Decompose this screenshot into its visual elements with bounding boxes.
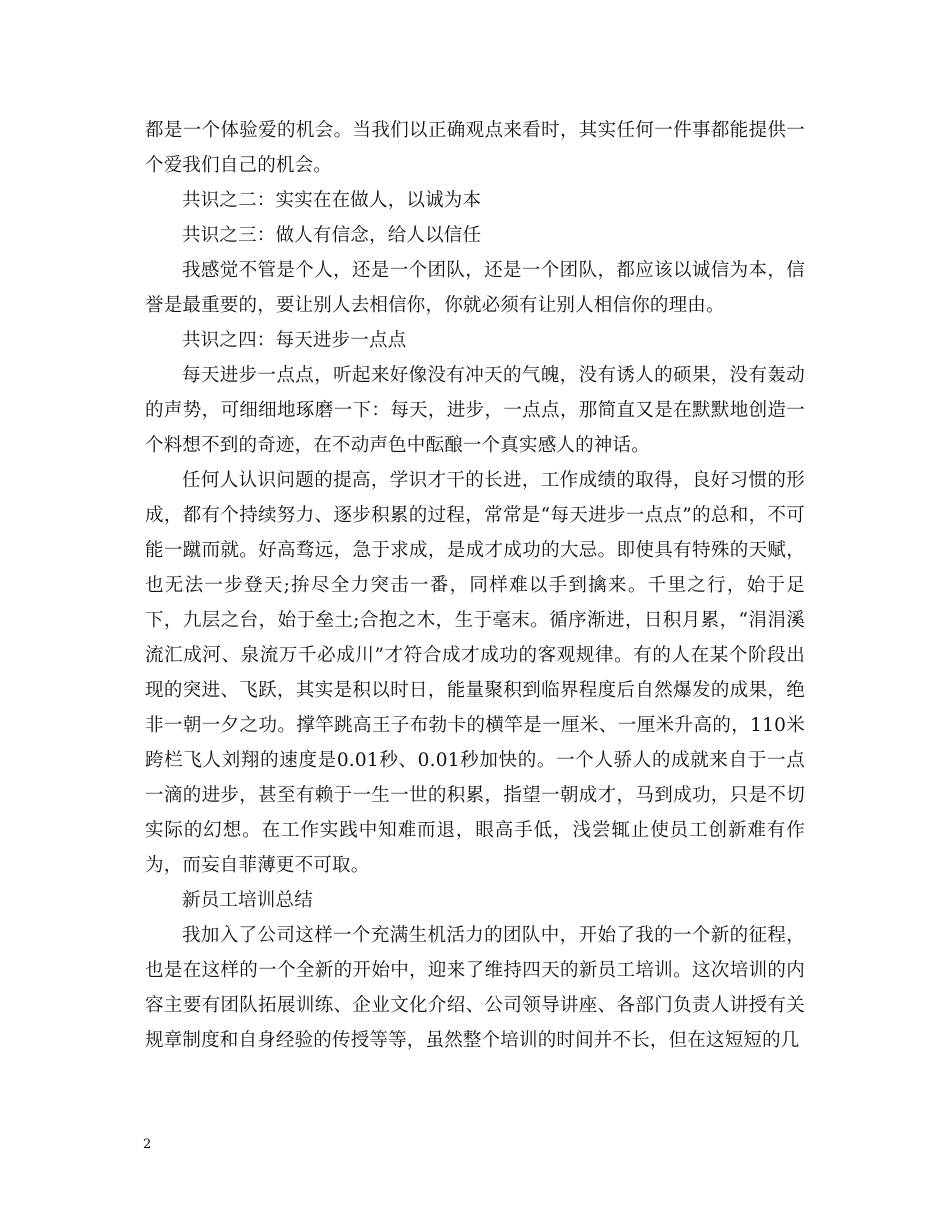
heading-consensus-two: 共识之二：实实在在做人，以诚为本 (182, 190, 482, 211)
paragraph-continuation: 都是一个体验爱的机会。当我们以正确观点来看时，其实任何一件事都能提供一个爱我们自己的机会。 (145, 120, 805, 176)
paragraph-daily-progress: 每天进步一点点，听起来好像没有冲天的气魄，没有诱人的硕果，没有轰动的声势，可细细地琢磨一下：每天，进步，一点点，那简直又是在默默地创造一个料想不到的奇迹，在不动声色中酝酿一个真实感人的神话。 (145, 365, 805, 456)
paragraph-training-intro: 我加入了公司这样一个充满生机活力的团队中，开始了我的一个新的征程，也是在这样的一个全新的开始中，迎来了维持四天的新员工培训。这次培训的内容主要有团队拓展训练、企业文化介绍、公司领导讲座、各部门负责人讲授有关规章制度和自身经验的传授等等，虽然整个培训的时间并不长，但在这短短的几 (145, 925, 805, 1051)
heading-consensus-three: 共识之三：做人有信念，给人以信任 (182, 225, 482, 246)
heading-consensus-four: 共识之四：每天进步一点点 (182, 330, 407, 351)
paragraph-integrity: 我感觉不管是个人，还是一个团队，还是一个团队，都应该以诚信为本，信誉是最重要的，要让别人去相信你，你就必须有让别人相信你的理由。 (145, 260, 805, 316)
heading-training-summary: 新员工培训总结 (182, 890, 313, 911)
paragraph-accumulation: 任何人认识问题的提高，学识才干的长进，工作成绩的取得，良好习惯的形成，都有个持续努力、逐步积累的过程，常常是“每天进步一点点”的总和，不可能一蹴而就。好高骛远，急于求成，是成才成功的大忌。即使具有特殊的天赋，也无法一步登天;拚尽全力突击一番，同样难以手到擒来。千里之行，始于足下，九层之台，始于垒土;合抱之木，生于毫末。循序渐进，日积月累，“涓涓溪流汇成河、泉流万千必成川”才符合成才成功的客观规律。有的人在某个阶段出现的突进、飞跃，其实是积以时日，能量聚积到临界程度后自然爆发的成果，绝非一朝一夕之功。撑竿跳高王子布勃卡的横竿是一厘米、一厘米升高的，110米跨栏飞人刘翔的速度是0.01秒、0.01秒加快的。一个人骄人的成就来自于一点一滴的进步，甚至有赖于一生一世的积累，指望一朝成才，马到成功，只是不切实际的幻想。在工作实践中知难而退，眼高手低，浅尝辄止使员工创新难有作为，而妄自菲薄更不可取。 (145, 470, 805, 876)
page-number: 2 (143, 1137, 152, 1152)
document-body (145, 113, 805, 1058)
